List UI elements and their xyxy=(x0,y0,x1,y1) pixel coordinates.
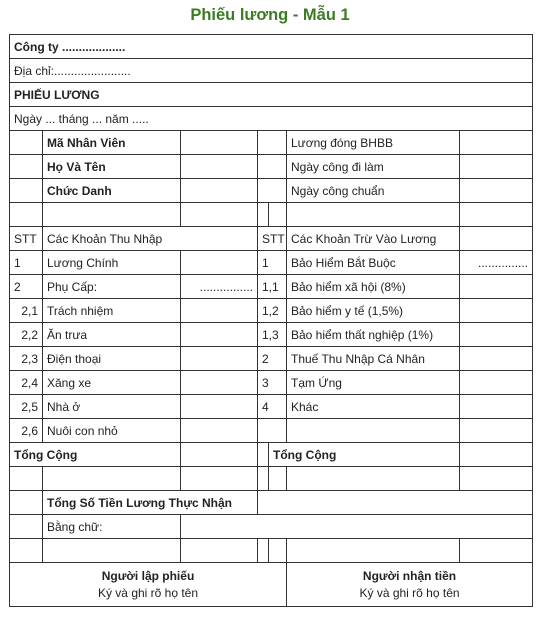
insurance-salary-value xyxy=(460,131,533,155)
address-row xyxy=(10,59,533,83)
deduction-total-value xyxy=(460,443,533,467)
income-total-label: Tổng Cộng xyxy=(10,443,181,467)
receiver-signature xyxy=(287,563,533,607)
net-pay-label: Tổng Số Tiền Lương Thực Nhận xyxy=(43,491,258,515)
company-row xyxy=(10,35,533,59)
insurance-salary-label: Lương đóng BHBB xyxy=(287,131,460,155)
employee-name-label: Họ Và Tên xyxy=(43,155,181,179)
table-row: 2,2 Ăn trưa 1,3 Bảo hiểm thất nghiệp (1%) xyxy=(10,323,533,347)
table-row: 2,4 Xăng xe 3 Tạm Ứng xyxy=(10,371,533,395)
employee-id-label: Mã Nhân Viên xyxy=(43,131,181,155)
section-header-row xyxy=(10,227,533,251)
deduction-stt-header: STT xyxy=(258,227,287,251)
payslip-table xyxy=(9,34,533,607)
slip-title: PHIẾU LƯƠNG xyxy=(10,83,533,107)
standard-days-label: Ngày công chuẩn xyxy=(287,179,460,203)
company-address: Địa chỉ:....................... xyxy=(10,59,533,83)
in-words-value xyxy=(181,515,533,539)
table-row: 2,6 Nuôi con nhỏ xyxy=(10,419,533,443)
employee-position-label: Chức Danh xyxy=(43,179,181,203)
slip-title-row xyxy=(10,83,533,107)
table-row: 2,3 Điện thoại 2 Thuế Thu Nhập Cá Nhân xyxy=(10,347,533,371)
receiver-title: Người nhận tiền xyxy=(362,569,457,583)
employee-id-row xyxy=(10,131,533,155)
totals-row xyxy=(10,443,533,467)
standard-days-value xyxy=(460,179,533,203)
document-title: Phiếu lương - Mẫu 1 xyxy=(190,6,350,24)
net-pay-row xyxy=(10,491,533,515)
working-days-label: Ngày công đi làm xyxy=(287,155,460,179)
net-pay-value xyxy=(258,491,533,515)
deduction-total-label: Tổng Cộng xyxy=(269,443,460,467)
income-header: Các Khoản Thu Nhập xyxy=(43,227,258,251)
receiver-note: Ký và ghi rõ họ tên xyxy=(359,586,460,600)
table-row: 2 Phụ Cấp: ................ 1,1 Bảo hiểm xã hội (8%) xyxy=(10,275,533,299)
preparer-signature xyxy=(10,563,287,607)
date-row xyxy=(10,107,533,131)
employee-name-value xyxy=(181,155,258,179)
table-row: 2,5 Nhà ở 4 Khác xyxy=(10,395,533,419)
signature-row xyxy=(10,563,533,607)
spacer-row xyxy=(10,203,533,227)
employee-name-row xyxy=(10,155,533,179)
preparer-title: Người lập phiếu xyxy=(101,569,195,583)
income-total-value xyxy=(181,443,258,467)
employee-position-row xyxy=(10,179,533,203)
spacer-row xyxy=(10,467,533,491)
preparer-note: Ký và ghi rõ họ tên xyxy=(97,586,199,600)
table-row: 1 Lương Chính 1 Bảo Hiểm Bắt Buộc ............... xyxy=(10,251,533,275)
in-words-label: Bằng chữ: xyxy=(43,515,181,539)
income-stt-header: STT xyxy=(10,227,43,251)
spacer-row xyxy=(10,539,533,563)
company-name: Công ty ................... xyxy=(10,35,533,59)
table-row: 2,1 Trách nhiệm 1,2 Bảo hiểm y tế (1,5%) xyxy=(10,299,533,323)
slip-date: Ngày ... tháng ... năm ..... xyxy=(10,107,533,131)
deduction-header: Các Khoản Trừ Vào Lương xyxy=(287,227,460,251)
in-words-row xyxy=(10,515,533,539)
employee-id-value xyxy=(181,131,258,155)
employee-position-value xyxy=(181,179,258,203)
working-days-value xyxy=(460,155,533,179)
